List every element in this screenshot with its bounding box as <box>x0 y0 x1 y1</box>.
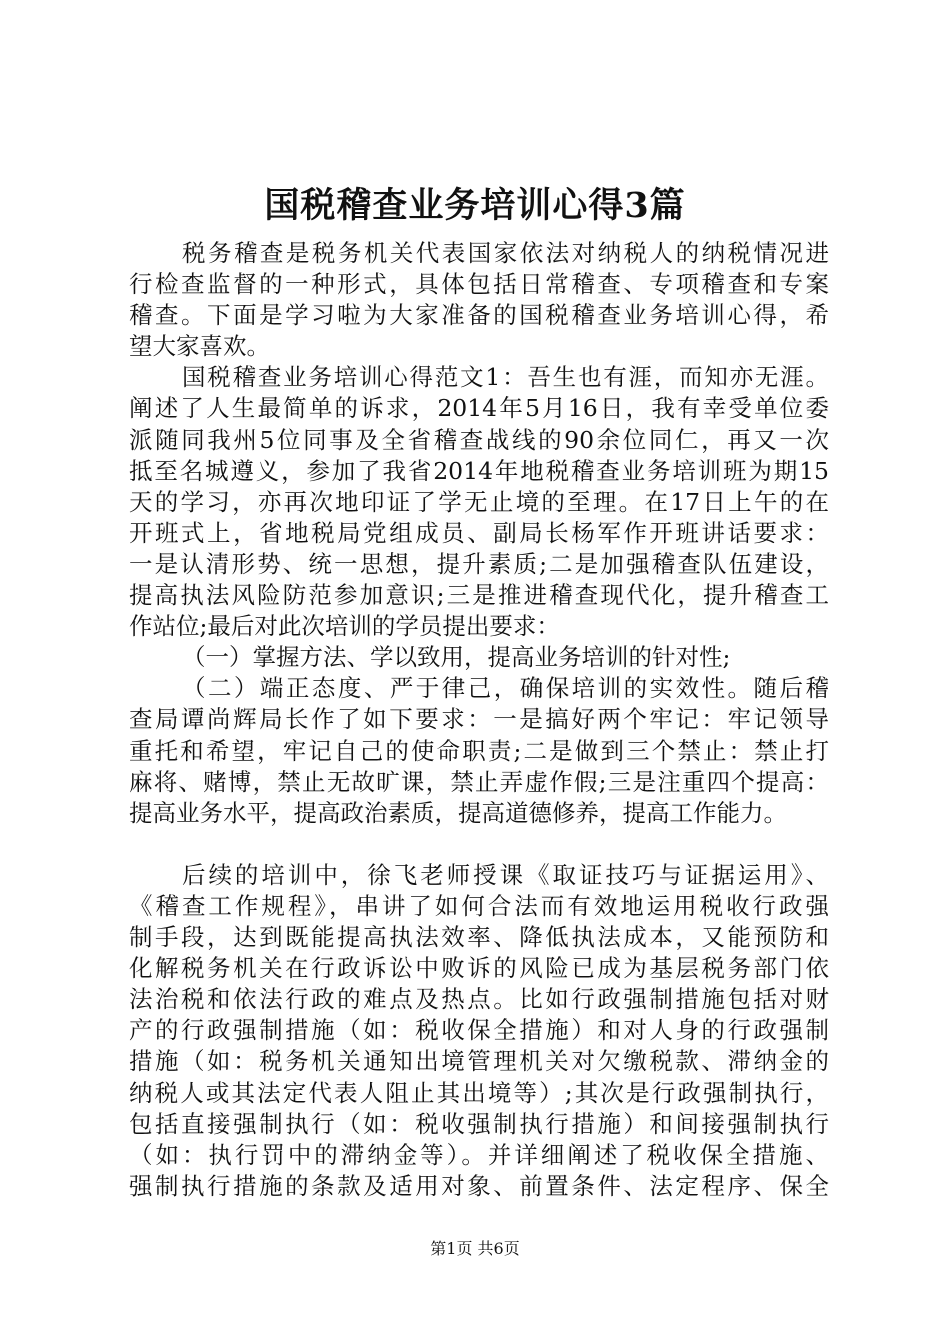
text-line: 《稽查工作规程》，串讲了如何合法而有效地运用税收行政强 <box>129 891 829 920</box>
text-line: 望大家喜欢。 <box>129 332 270 361</box>
text-line: 查局谭尚辉局长作了如下要求：一是搞好两个牢记：牢记领导 <box>129 705 829 734</box>
text-line: 包括直接强制执行（如：税收强制执行措施）和间接强制执行 <box>129 1109 829 1138</box>
text-line: 纳税人或其法定代表人阻止其出境等）;其次是行政强制执行， <box>129 1078 829 1107</box>
text-line: 制手段，达到既能提高执法效率、降低执法成本，又能预防和 <box>129 923 829 952</box>
text-line: 措施（如：税务机关通知出境管理机关对欠缴税款、滞纳金的 <box>129 1047 829 1076</box>
text-line: 阐述了人生最简单的诉求，2014年5月16日，我有幸受单位委 <box>129 394 829 423</box>
text-line: （一）掌握方法、学以致用，提高业务培训的针对性; <box>182 643 731 672</box>
text-line: 作站位;最后对此次培训的学员提出要求： <box>129 612 560 641</box>
document-body <box>129 238 829 1202</box>
text-line: 一是认清形势、统一思想，提升素质;二是加强稽查队伍建设， <box>129 549 829 578</box>
text-line: 提高业务水平，提高政治素质，提高道德修养，提高工作能力。 <box>129 798 787 827</box>
page-number-footer: 第1页 共6页 <box>430 1239 520 1258</box>
text-line: 抵至名城遵义，参加了我省2014年地税稽查业务培训班为期15 <box>129 456 829 485</box>
text-line: 产的行政强制措施（如：税收保全措施）和对人身的行政强制 <box>129 1016 829 1045</box>
blank-line <box>129 829 829 860</box>
text-line: 开班式上，省地税局党组成员、副局长杨军作开班讲话要求： <box>129 518 829 547</box>
text-line: 天的学习，亦再次地印证了学无止境的至理。在17日上午的在 <box>129 487 829 516</box>
text-line: （如：执行罚中的滞纳金等）。并详细阐述了税收保全措施、 <box>129 1140 829 1169</box>
text-line: 国税稽查业务培训心得范文1：吾生也有涯，而知亦无涯。 <box>182 363 829 392</box>
document-title: 国税稽查业务培训心得3篇 <box>264 185 686 226</box>
text-line: 重托和希望，牢记自己的使命职责;二是做到三个禁止：禁止打 <box>129 736 829 765</box>
text-line: 化解税务机关在行政诉讼中败诉的风险已成为基层税务部门依 <box>129 954 829 983</box>
text-line: 派随同我州5位同事及全省稽查战线的90余位同仁，再又一次 <box>129 425 829 454</box>
text-line: 税务稽查是税务机关代表国家依法对纳税人的纳税情况进 <box>182 239 829 267</box>
text-line: 法治税和依法行政的难点及热点。比如行政强制措施包括对财 <box>129 985 829 1014</box>
text-line: 行检查监督的一种形式，具体包括日常稽查、专项稽查和专案 <box>129 270 829 299</box>
text-line: 后续的培训中，徐飞老师授课《取证技巧与证据运用》、 <box>182 860 829 889</box>
text-line: 麻将、赌博，禁止无故旷课，禁止弄虚作假;三是注重四个提高： <box>129 767 829 796</box>
text-line: 稽查。下面是学习啦为大家准备的国税稽查业务培训心得，希 <box>129 301 829 330</box>
text-line: （二）端正态度、严于律己，确保培训的实效性。随后稽 <box>182 674 829 703</box>
text-line: 强制执行措施的条款及适用对象、前置条件、法定程序、保全 <box>129 1171 829 1200</box>
text-line: 提高执法风险防范参加意识;三是推进稽查现代化，提升稽查工 <box>129 581 829 610</box>
